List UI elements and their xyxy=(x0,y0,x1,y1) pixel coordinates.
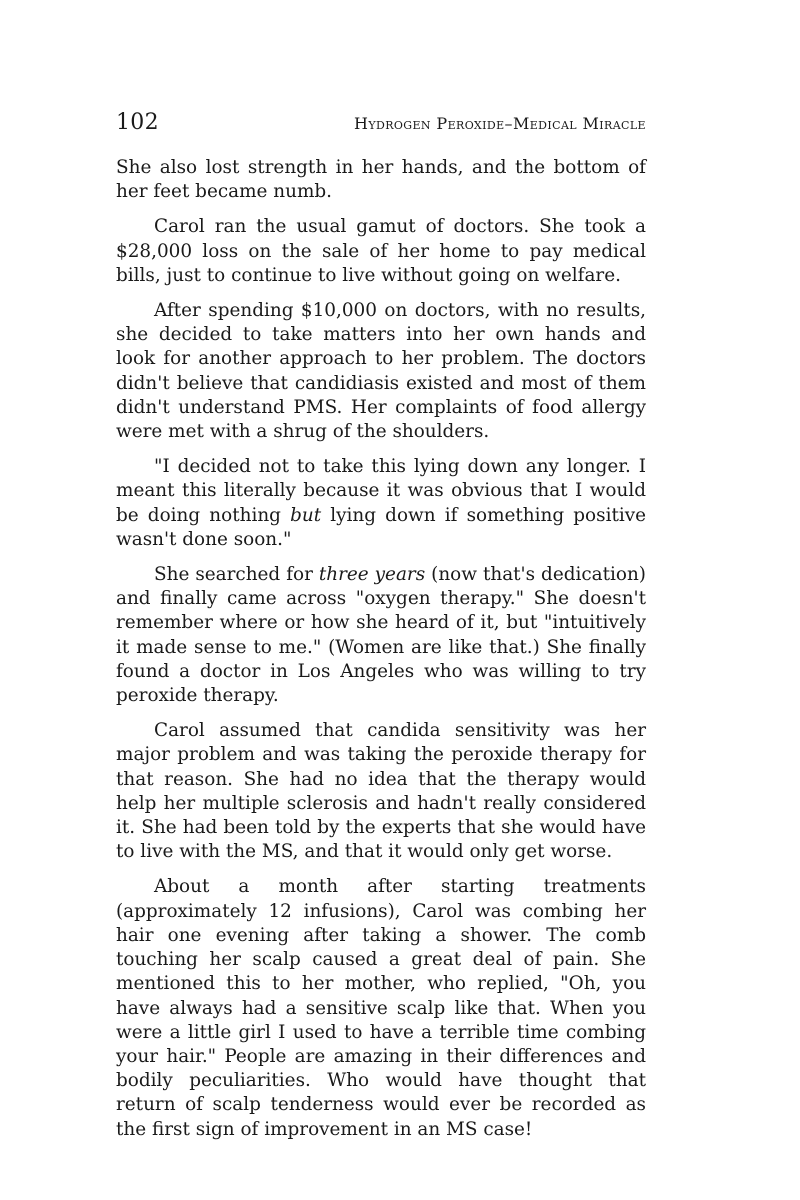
paragraph-text: After spending $10,000 on doctors, with no results, she decided to take matters into her own hands and look for another approach to her problem. The doctors didn't believe that candidiasis existed and most of them didn't understand PMS. Her complaints of food allergy were met with a shrug of the shoulders. xyxy=(116,300,646,443)
paragraph xyxy=(116,156,646,204)
paragraph xyxy=(116,215,646,288)
paragraph-text: About a month after starting treatments (approximately 12 infusions), Carol was combing her hair one evening after taking a shower. The comb touching her scalp caused a great deal of pain. She mentioned this to her mother, who replied, "Oh, you have always had a sensitive scalp like that. When you were a little girl I used to have a terrible time combing your hair." People are amazing in their differences and bodily peculiarities. Who would have thought that return of scalp tenderness would ever be recorded as the first sign of improvement in an MS case! xyxy=(116,876,646,1140)
paragraph-text: lying down if something positive wasn't done soon." xyxy=(116,504,646,550)
paragraph xyxy=(116,299,646,444)
body-text xyxy=(116,156,646,1153)
paragraph-text: (now that's dedication) and finally came across "oxygen therapy." She doesn't remember where or how she heard of it, but "intuitively it made sense to me." (Women are like that.) She finally found a doctor in Los Angeles who was willing to try peroxide therapy. xyxy=(116,564,646,707)
paragraph xyxy=(116,563,646,708)
paragraph-text: She searched for xyxy=(154,564,319,586)
running-title: Hydrogen Peroxide–Medical Miracle xyxy=(353,114,646,133)
page-number: 102 xyxy=(116,110,159,135)
running-head xyxy=(116,108,646,138)
paragraph xyxy=(116,875,646,1141)
paragraph-text: Carol assumed that candida sensitivity was her major problem and was taking the peroxide therapy for that reason. She had no idea that the therapy would help her multiple sclerosis and hadn't really considered it. She had been told by the experts that she would have to live with the MS, and that it would only get worse. xyxy=(116,720,646,863)
paragraph xyxy=(116,455,646,552)
paragraph xyxy=(116,719,646,864)
paragraph-text: Carol ran the usual gamut of doctors. She took a $28,000 loss on the sale of her home to pay medical bills, just to continue to live without going on welfare. xyxy=(116,216,646,286)
italic-text: but xyxy=(290,504,322,526)
paragraph-text: She also lost strength in her hands, and the bottom of her feet became numb. xyxy=(116,157,646,203)
paragraph-text: "I decided not to take this lying down any longer. I meant this literally because it was obvious that I would be doing nothing xyxy=(116,456,646,526)
italic-text: three years xyxy=(318,564,426,586)
